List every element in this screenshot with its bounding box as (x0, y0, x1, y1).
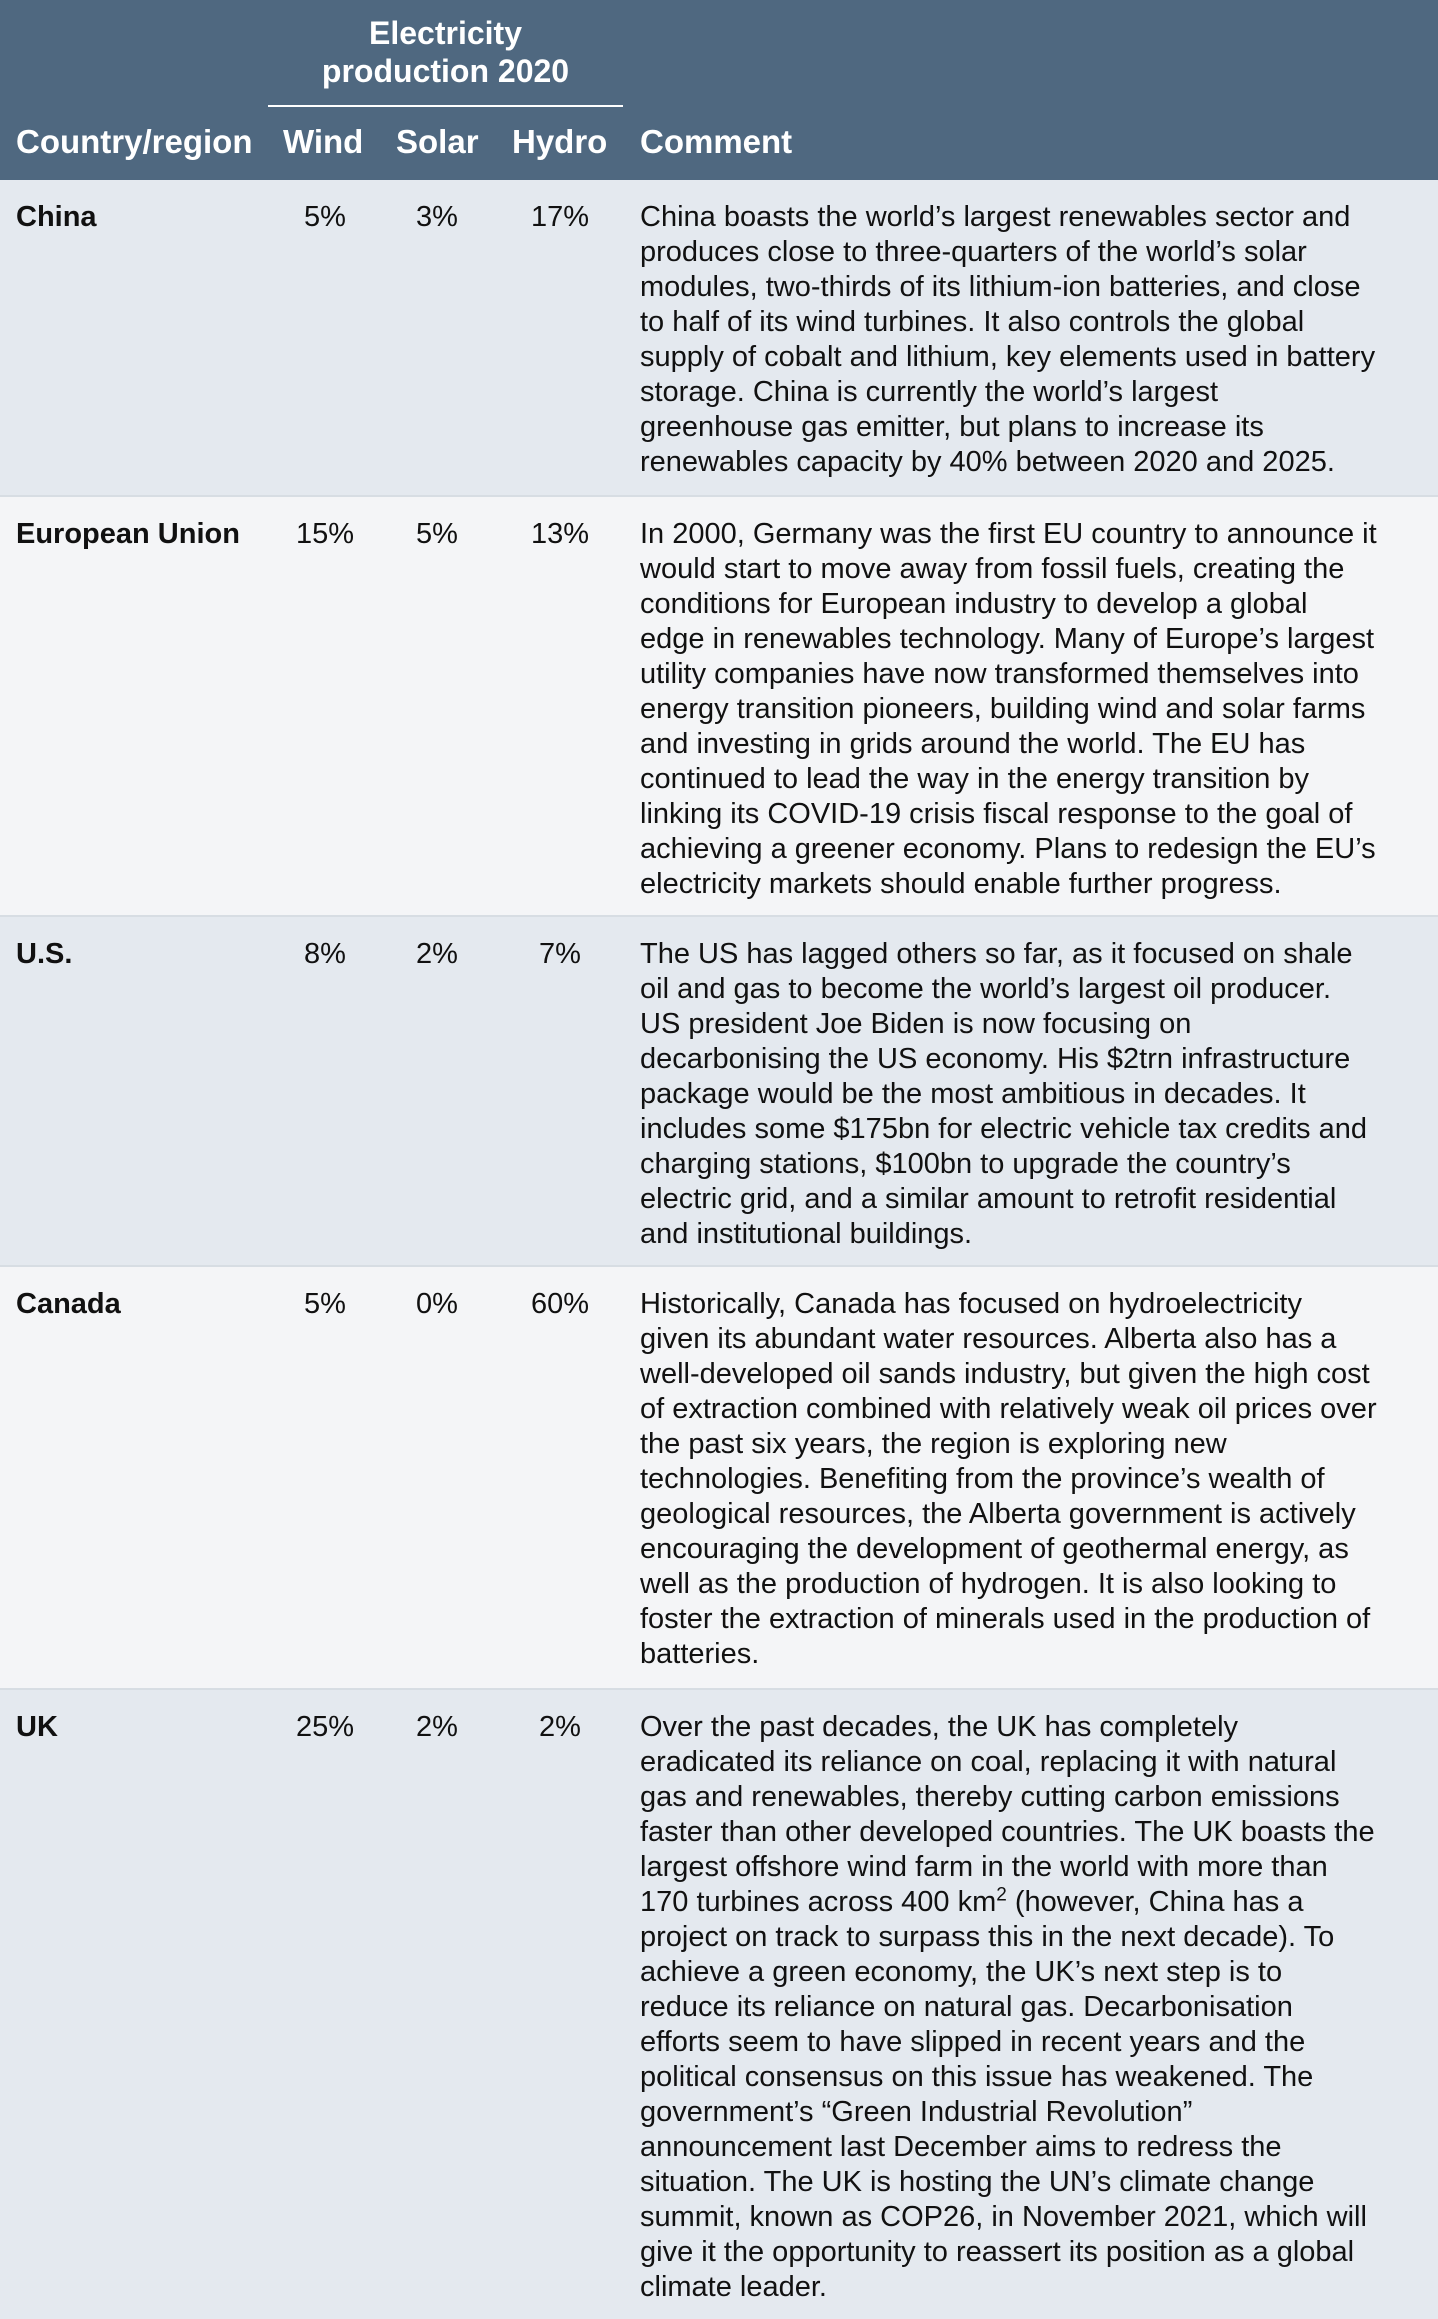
comment-line: decarbonising the US economy. His $2trn infrastructure (640, 1043, 1351, 1075)
superscript-two: 2 (996, 1884, 1007, 1906)
wind-cell: 5% (304, 1288, 346, 1320)
comment-line: largest offshore wind farm in the world with more than (640, 1851, 1328, 1883)
comment-line: charging stations, $100bn to upgrade the country’s (640, 1148, 1291, 1180)
comment-cell (640, 517, 1430, 902)
country-cell: Canada (16, 1288, 121, 1320)
comment-line: batteries. (640, 1638, 760, 1670)
comment-line: project on track to surpass this in the next decade). To (640, 1921, 1335, 1953)
comment-cell (640, 1287, 1430, 1672)
comment-line: gas and renewables, thereby cutting carbon emissions (640, 1781, 1340, 1813)
table-row-china (0, 180, 1438, 497)
solar-cell: 3% (416, 201, 458, 233)
comment-line: foster the extraction of minerals used in the production of (640, 1603, 1371, 1635)
comment-line: greenhouse gas emitter, but plans to increase its (640, 411, 1264, 443)
country-cell: China (16, 201, 97, 233)
wind-cell: 5% (304, 201, 346, 233)
comment-line: eradicated its reliance on coal, replacing it with natural (640, 1746, 1337, 1778)
hydro-cell: 17% (530, 201, 590, 233)
comment-line: government’s “Green Industrial Revolution” (640, 2096, 1193, 2128)
comment-line: summit, known as COP26, in November 2021, which will (640, 2201, 1367, 2233)
comment-line: reduce its reliance on natural gas. Decarbonisation (640, 1991, 1293, 2023)
table-row-canada (0, 1267, 1438, 1690)
group-header-electricity-production (268, 14, 623, 90)
comment-line: US president Joe Biden is now focusing on (640, 1008, 1192, 1040)
comment-line: well-developed oil sands industry, but given the high cost (640, 1358, 1370, 1390)
comment-line: electric grid, and a similar amount to retrofit residential (640, 1183, 1337, 1215)
wind-cell: 8% (304, 938, 346, 970)
comment-line: Over the past decades, the UK has completely (640, 1711, 1239, 1743)
comment-line: would start to move away from fossil fuels, creating the (640, 553, 1345, 585)
comment-line: technologies. Benefiting from the province’s wealth of (640, 1463, 1325, 1495)
column-header-comment: Comment (640, 123, 793, 160)
column-header-country: Country/region (16, 123, 253, 160)
group-header-line-2: production 2020 (321, 53, 570, 89)
comment-line: and institutional buildings. (640, 1218, 973, 1250)
comment-line: achieve a green economy, the UK’s next step is to (640, 1956, 1283, 1988)
country-cell: U.S. (16, 938, 73, 970)
comment-line: faster than other developed countries. The UK boasts the (640, 1816, 1375, 1848)
column-header-hydro: Hydro (512, 123, 608, 160)
wind-cell: 25% (295, 1711, 355, 1743)
comment-cell (640, 200, 1430, 480)
comment-line: conditions for European industry to develop a global (640, 588, 1308, 620)
comment-line: given its abundant water resources. Alberta also has a (640, 1323, 1337, 1355)
solar-cell: 0% (416, 1288, 458, 1320)
comment-line: of extraction combined with relatively weak oil prices over (640, 1393, 1377, 1425)
comment-line: efforts seem to have slipped in recent years and the (640, 2026, 1306, 2058)
comment-line: China boasts the world’s largest renewables sector and (640, 201, 1351, 233)
comment-line: announcement last December aims to redress the (640, 2131, 1282, 2163)
table-row-european-union (0, 497, 1438, 917)
comment-line: political consensus on this issue has weakened. The (640, 2061, 1314, 2093)
comment-line: storage. China is currently the world’s largest (640, 376, 1219, 408)
comment-line: modules, two-thirds of its lithium-ion batteries, and close (640, 271, 1361, 303)
comment-line: The US has lagged others so far, as it focused on shale (640, 938, 1353, 970)
comment-line: linking its COVID-19 crisis fiscal response to the goal of (640, 798, 1353, 830)
comment-line: geological resources, the Alberta government is actively (640, 1498, 1356, 1530)
country-cell: UK (16, 1711, 58, 1743)
group-header-line-1: Electricity (369, 15, 522, 51)
hydro-cell: 7% (539, 938, 581, 970)
comment-line: renewables capacity by 40% between 2020 and 2025. (640, 446, 1335, 478)
comment-line-text: 170 turbines across 400 km (640, 1886, 997, 1918)
comment-line: package would be the most ambitious in decades. It (640, 1078, 1306, 1110)
comment-line: edge in renewables technology. Many of Europe’s largest (640, 623, 1375, 655)
comment-line: utility companies have now transformed themselves into (640, 658, 1359, 690)
group-header-divider (268, 105, 623, 107)
solar-cell: 5% (416, 518, 458, 550)
comment-line: oil and gas to become the world’s largest oil producer. (640, 973, 1332, 1005)
comment-cell (640, 937, 1430, 1252)
country-cell: European Union (16, 518, 240, 550)
column-header-solar: Solar (396, 123, 479, 160)
comment-line: to half of its wind turbines. It also controls the global (640, 306, 1305, 338)
comment-line: well as the production of hydrogen. It is also looking to (640, 1568, 1337, 1600)
hydro-cell: 2% (539, 1711, 581, 1743)
comment-line: produces close to three-quarters of the world’s solar (640, 236, 1307, 268)
comment-line: continued to lead the way in the energy transition by (640, 763, 1310, 795)
comment-cell (640, 1710, 1430, 2305)
comment-line: In 2000, Germany was the first EU country to announce it (640, 518, 1377, 550)
comment-line: situation. The UK is hosting the UN’s climate change (640, 2166, 1315, 2198)
hydro-cell: 60% (530, 1288, 590, 1320)
table-row-us (0, 917, 1438, 1267)
wind-cell: 15% (295, 518, 355, 550)
comment-line: climate leader. (640, 2271, 827, 2303)
column-header-wind: Wind (283, 123, 364, 160)
comment-line-text: (however, China has a (1006, 1886, 1304, 1918)
comment-line: achieving a greener economy. Plans to redesign the EU’s (640, 833, 1376, 865)
comment-line: give it the opportunity to reassert its position as a global (640, 2236, 1355, 2268)
comment-line: energy transition pioneers, building wind and solar farms (640, 693, 1366, 725)
comment-line: encouraging the development of geothermal energy, as (640, 1533, 1349, 1565)
solar-cell: 2% (416, 938, 458, 970)
comment-line: the past six years, the region is exploring new (640, 1428, 1227, 1460)
table-header (0, 0, 1438, 180)
solar-cell: 2% (416, 1711, 458, 1743)
comment-line: supply of cobalt and lithium, key elements used in battery (640, 341, 1376, 373)
comment-line: electricity markets should enable further progress. (640, 868, 1282, 900)
comment-line-with-superscript (640, 1885, 1430, 1920)
table-row-uk (0, 1690, 1438, 2319)
hydro-cell: 13% (530, 518, 590, 550)
comment-line: includes some $175bn for electric vehicle tax credits and (640, 1113, 1367, 1145)
comment-line: Historically, Canada has focused on hydroelectricity (640, 1288, 1302, 1320)
comment-line: and investing in grids around the world. The EU has (640, 728, 1306, 760)
